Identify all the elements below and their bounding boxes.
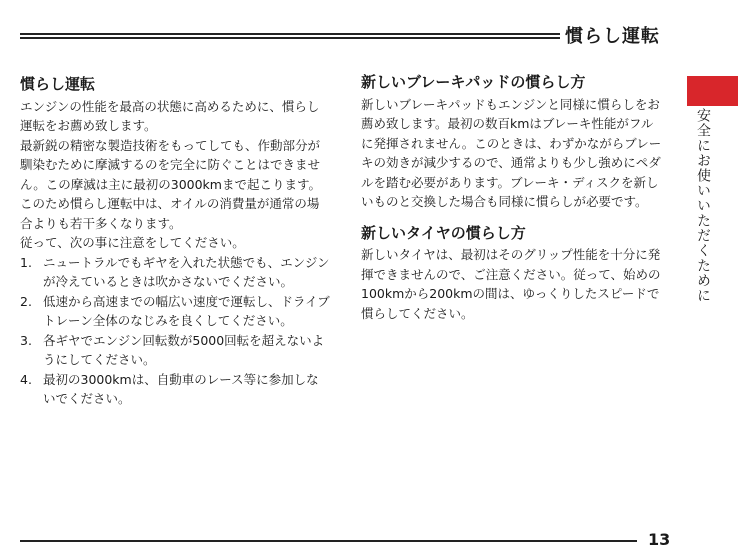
header-rule bbox=[20, 33, 560, 39]
section-heading-break-in: 慣らし運転 bbox=[20, 75, 96, 93]
section-heading-brake-pads: 新しいブレーキパッドの慣らし方 bbox=[361, 73, 586, 91]
paragraph: 新しいタイヤは、最初はそのグリップ性能を十分に発揮できませんので、ご注意ください。従って、始めの100kmから200kmの間は、ゆっくりしたスピードで慣らしてください。 bbox=[361, 247, 661, 321]
paragraph: エンジンの性能を最高の状態に高めるために、慣らし運転をお薦め致します。 bbox=[20, 98, 320, 133]
list-item bbox=[20, 253, 330, 292]
list-text: 最初の3000kmは、自動車のレース等に参加しないでください。 bbox=[43, 371, 319, 406]
list-text: 各ギヤでエンジン回転数が5000回転を超えないようにしてください。 bbox=[43, 332, 325, 367]
section-heading-tires: 新しいタイヤの慣らし方 bbox=[361, 223, 526, 242]
section-tab-marker bbox=[687, 76, 738, 106]
list-number: 4. bbox=[20, 371, 32, 387]
list-item bbox=[20, 370, 330, 409]
list-number: 1. bbox=[20, 254, 32, 270]
left-column bbox=[20, 75, 330, 409]
list-item bbox=[20, 292, 330, 331]
list-text: 低速から高速までの幅広い速度で運転し、ドライブトレーン全体のなじみを良くしてください。 bbox=[43, 293, 330, 328]
page-number: 13 bbox=[648, 530, 671, 549]
list-text: ニュートラルでもギヤを入れた状態でも、エンジンが冷えているときは吹かさないでください。 bbox=[43, 254, 330, 289]
brake-pad-section bbox=[361, 73, 663, 212]
caution-list bbox=[20, 253, 330, 409]
paragraph: 新しいブレーキパッドもエンジンと同様に慣らしをお薦め致します。最初の数百kmはブレーキ性能がフルに発揮されません。このときは、わずかながらブレーキの効きが減少するので、通常よりも少し強めにペダルを踏む必要があります。ブレーキ・ディスクを新しいものと交換した場合も同様に慣らしが必要です。 bbox=[361, 96, 662, 209]
list-number: 2. bbox=[20, 293, 32, 309]
list-item bbox=[20, 331, 330, 370]
right-column bbox=[361, 73, 663, 335]
paragraph: このため慣らし運転中は、オイルの消費量が通常の場合よりも若干多くなります。 bbox=[20, 196, 320, 231]
tire-section bbox=[361, 224, 663, 324]
page-title: 慣らし運転 bbox=[565, 26, 660, 47]
list-number: 3. bbox=[20, 332, 32, 348]
paragraph: 従って、次の事に注意をしてください。 bbox=[20, 235, 245, 250]
paragraph: 最新鋭の精密な製造技術をもってしても、作動部分が馴染むために摩滅するのを完全に防ぐことはできません。この摩滅は主に最初の3000kmまで起こります。 bbox=[20, 137, 321, 192]
section-tab-label: 安全にお使いいただくために bbox=[695, 108, 711, 303]
footer-rule bbox=[20, 540, 637, 542]
